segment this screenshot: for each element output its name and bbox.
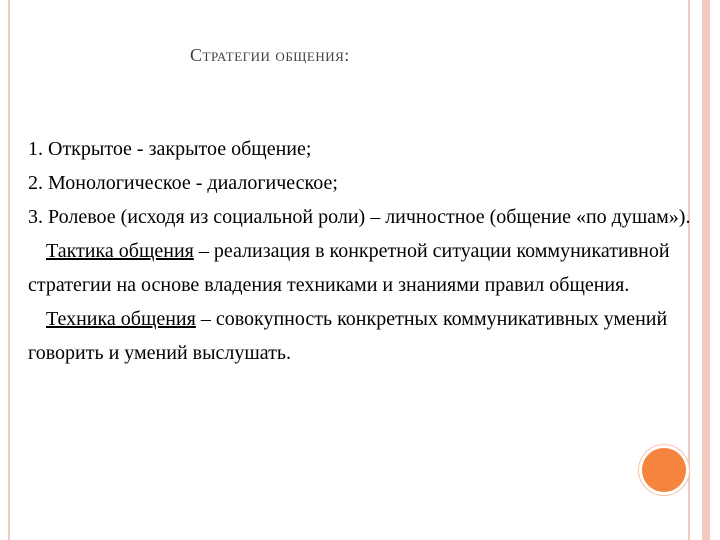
slide-title: Стратегии общения:: [190, 45, 350, 65]
list-item-1: 1. Открытое - закрытое общение;: [28, 138, 312, 160]
tactics-definition: – реализация в конкретной ситуации коммуникативной стратегии на основе владения техниками и знаниями правил общения.: [28, 240, 670, 296]
tactics-term: Тактика общения: [46, 240, 194, 262]
technique-term: Техника общения: [46, 308, 196, 330]
list-item-2: 2. Монологическое - диалогическое;: [28, 172, 338, 194]
decorative-circle: [642, 448, 686, 492]
technique-definition: – совокупность конкретных коммуникативных умений говорить и умений выслушать.: [28, 308, 668, 364]
technique-paragraph: [28, 302, 696, 370]
tactics-paragraph: [28, 234, 696, 302]
list-item-3: 3. Ролевое (исходя из социальной роли) – личностное (общение «по душам»).: [28, 206, 691, 228]
slide-content: [28, 132, 696, 370]
slide-edge-band: [702, 0, 710, 540]
